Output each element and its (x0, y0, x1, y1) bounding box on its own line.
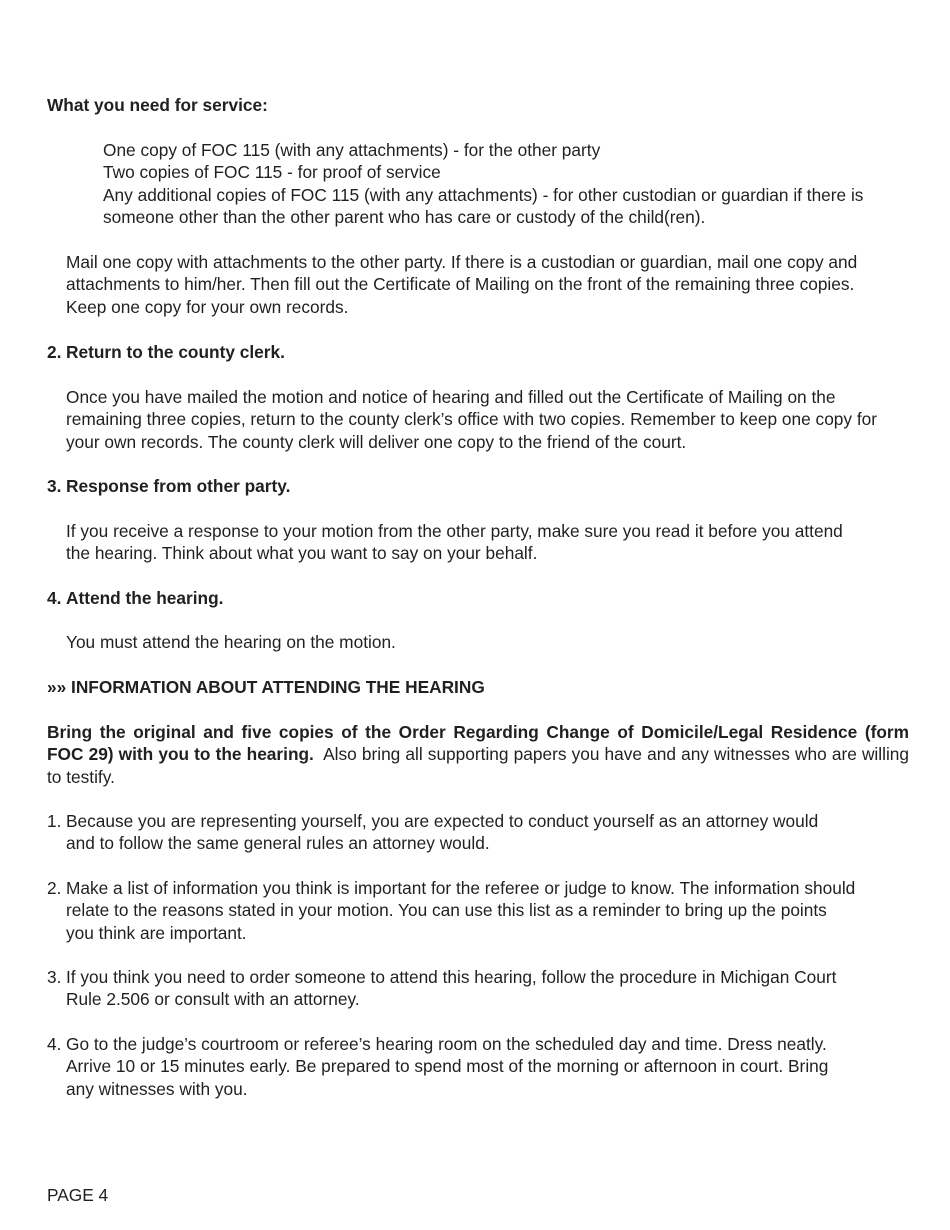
step-heading-response (47, 475, 909, 497)
step-heading-return-to-clerk (47, 341, 909, 363)
hearing-item (47, 877, 859, 944)
step-body-return-to-clerk: Once you have mailed the motion and notice of hearing and filled out the Certificate of Mailing on the remaining three copies, return to the county clerk’s office with two copies. Remember to keep one copy for your own records. The county clerk will deliver one copy to the friend of the court. (66, 387, 878, 452)
service-heading: What you need for service: (47, 95, 268, 115)
hearing-item-number: 2. (47, 878, 62, 898)
service-item: Two copies of FOC 115 - for proof of service (103, 162, 441, 183)
hearing-item (47, 1033, 832, 1100)
hearing-item-text: If you think you need to order someone to attend this hearing, follow the procedure in Michigan Court Rule 2.506 or consult with an attorney. (66, 967, 837, 1010)
hearing-item (47, 810, 837, 855)
step-title: Return to the county clerk. (66, 342, 285, 362)
step-heading-attend (47, 587, 909, 609)
hearing-item-text: Because you are representing yourself, you are expected to conduct yourself as an attorney would and to follow the same general rules an attorney would. (66, 811, 819, 854)
mail-paragraph: Mail one copy with attachments to the other party. If there is a custodian or guardian, mail one copy and attachments to him/her. Then fill out the Certificate of Mailing on the front of the remaining three copies. Keep one copy for your own records. (66, 252, 858, 317)
service-item: One copy of FOC 115 (with any attachments) - for the other party (103, 140, 601, 160)
page-number-footer: PAGE 4 (47, 1185, 109, 1205)
hearing-item-text: Go to the judge’s courtroom or referee’s hearing room on the scheduled day and time. Dress neatly. Arrive 10 or 15 minutes early. Be prepared to spend most of the morning or afternoon in court. Bring any witnesses with you. (66, 1034, 829, 1099)
hearing-intro-rest: Also bring all supporting papers you have and any witnesses who are willing to testify. (47, 744, 909, 787)
hearing-item-number: 3. (47, 967, 62, 987)
step-body-response: If you receive a response to your motion from the other party, make sure you read it before you attend the hearing. Think about what you want to say on your behalf. (66, 521, 843, 564)
hearing-item-number: 4. (47, 1034, 62, 1054)
step-body-attend: You must attend the hearing on the motion. (66, 632, 396, 652)
step-number: 2. (47, 342, 62, 362)
hearing-item (47, 966, 847, 1011)
hearing-intro-paragraph (47, 721, 909, 788)
hearing-item-text: Make a list of information you think is important for the referee or judge to know. The information should relate to the reasons stated in your motion. You can use this list as a reminder to bring up the points you think are important. (66, 878, 856, 943)
hearing-intro-bold: Bring the original and five copies of the Order Regarding Change of Domicile/Legal Residence (form FOC 29) with you to the hearing. (47, 722, 909, 765)
step-number: 4. (47, 588, 62, 608)
service-item: Any additional copies of FOC 115 (with any attachments) - for other custodian or guardian if there is someone other than the other parent who has care or custody of the child(ren). (103, 184, 864, 228)
step-title: Response from other party. (66, 476, 291, 496)
service-items-list (103, 139, 911, 229)
hearing-item-number: 1. (47, 811, 62, 831)
step-title: Attend the hearing. (66, 588, 224, 608)
step-number: 3. (47, 476, 62, 496)
hearing-section-heading: »» INFORMATION ABOUT ATTENDING THE HEARING (47, 677, 485, 697)
